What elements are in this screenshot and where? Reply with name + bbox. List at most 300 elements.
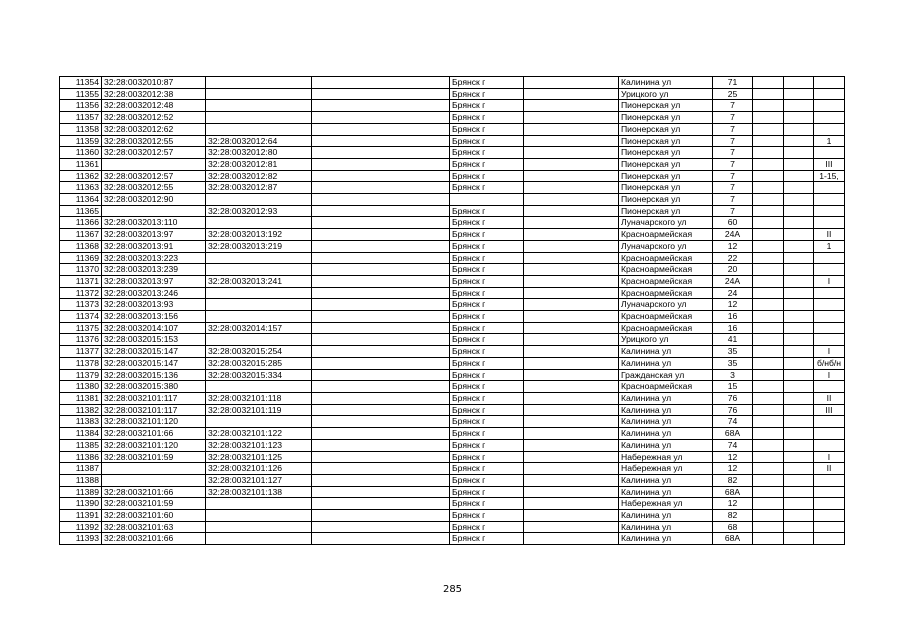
cell-cadastral-number: 32:28:0032015:147 <box>102 346 206 358</box>
cell-empty-col-3 <box>753 88 784 100</box>
cell-empty-col <box>312 205 450 217</box>
cell-house-number: 12 <box>713 463 753 475</box>
cell-related-cadastral-number <box>206 498 312 510</box>
cell-empty-col-2 <box>524 428 619 440</box>
cell-house-number: 24А <box>713 275 753 287</box>
cell-empty-col-4 <box>784 311 814 323</box>
table-row <box>60 486 845 498</box>
cell-empty-col-3 <box>753 170 784 182</box>
cell-row-number: 11370 <box>60 264 102 276</box>
cell-empty-col-4 <box>784 357 814 369</box>
table-row <box>60 392 845 404</box>
cell-related-cadastral-number <box>206 88 312 100</box>
cell-row-number: 11366 <box>60 217 102 229</box>
cell-row-number: 11371 <box>60 275 102 287</box>
table-row <box>60 474 845 486</box>
cell-street: Пионерская ул <box>619 123 713 135</box>
cell-house-number: 24А <box>713 229 753 241</box>
cell-city: Брянск г <box>450 229 524 241</box>
cell-related-cadastral-number <box>206 299 312 311</box>
cell-related-cadastral-number: 32:28:0032101:125 <box>206 451 312 463</box>
cell-house-number: 76 <box>713 392 753 404</box>
table-row <box>60 299 845 311</box>
cell-cadastral-number: 32:28:0032012:55 <box>102 135 206 147</box>
cell-empty-col-2 <box>524 275 619 287</box>
table-row <box>60 334 845 346</box>
cell-empty-col-2 <box>524 392 619 404</box>
cell-empty-col <box>312 416 450 428</box>
cell-empty-col-4 <box>784 205 814 217</box>
cell-house-number: 16 <box>713 311 753 323</box>
cell-street: Пионерская ул <box>619 135 713 147</box>
table-row <box>60 357 845 369</box>
cell-empty-col-3 <box>753 299 784 311</box>
cell-empty-col-4 <box>784 381 814 393</box>
cell-extra: 1 <box>814 240 845 252</box>
cell-city: Брянск г <box>450 392 524 404</box>
table-row <box>60 88 845 100</box>
cell-city: Брянск г <box>450 311 524 323</box>
cell-extra <box>814 498 845 510</box>
table-row <box>60 322 845 334</box>
cell-cadastral-number: 32:28:0032015:136 <box>102 369 206 381</box>
cell-cadastral-number: 32:28:0032012:62 <box>102 123 206 135</box>
cell-street: Красноармейская <box>619 287 713 299</box>
cell-empty-col-4 <box>784 217 814 229</box>
cell-empty-col <box>312 428 450 440</box>
cell-extra: I <box>814 451 845 463</box>
cell-empty-col <box>312 240 450 252</box>
cell-related-cadastral-number <box>206 194 312 206</box>
cell-related-cadastral-number: 32:28:0032012:81 <box>206 158 312 170</box>
cell-city: Брянск г <box>450 357 524 369</box>
cell-city: Брянск г <box>450 381 524 393</box>
cell-empty-col-3 <box>753 381 784 393</box>
cell-extra: I <box>814 369 845 381</box>
cell-empty-col-2 <box>524 498 619 510</box>
table-row <box>60 404 845 416</box>
cell-city: Брянск г <box>450 205 524 217</box>
table-row <box>60 240 845 252</box>
cell-street: Калинина ул <box>619 521 713 533</box>
cell-empty-col-3 <box>753 428 784 440</box>
cell-empty-col-3 <box>753 416 784 428</box>
table-row <box>60 182 845 194</box>
table-row <box>60 264 845 276</box>
table-row <box>60 275 845 287</box>
cell-empty-col-3 <box>753 194 784 206</box>
cell-extra <box>814 100 845 112</box>
cell-empty-col <box>312 170 450 182</box>
cell-empty-col <box>312 182 450 194</box>
cell-empty-col-3 <box>753 404 784 416</box>
cell-empty-col-3 <box>753 217 784 229</box>
cell-row-number: 11357 <box>60 112 102 124</box>
cell-related-cadastral-number <box>206 264 312 276</box>
cell-empty-col-3 <box>753 510 784 522</box>
cell-empty-col-4 <box>784 147 814 159</box>
cell-row-number: 11386 <box>60 451 102 463</box>
cell-cadastral-number: 32:28:0032013:110 <box>102 217 206 229</box>
cell-empty-col-3 <box>753 334 784 346</box>
cell-extra <box>814 194 845 206</box>
cell-related-cadastral-number <box>206 416 312 428</box>
cell-row-number: 11372 <box>60 287 102 299</box>
cell-empty-col <box>312 346 450 358</box>
cell-row-number: 11388 <box>60 474 102 486</box>
cell-house-number: 7 <box>713 194 753 206</box>
cell-city: Брянск г <box>450 439 524 451</box>
cell-empty-col-4 <box>784 498 814 510</box>
cell-street: Калинина ул <box>619 474 713 486</box>
cell-empty-col-3 <box>753 123 784 135</box>
cell-cadastral-number: 32:28:0032101:59 <box>102 498 206 510</box>
cell-empty-col-2 <box>524 252 619 264</box>
cell-house-number: 68А <box>713 428 753 440</box>
cell-row-number: 11377 <box>60 346 102 358</box>
cell-empty-col-4 <box>784 404 814 416</box>
cell-street: Калинина ул <box>619 346 713 358</box>
cell-cadastral-number: 32:28:0032101:59 <box>102 451 206 463</box>
cell-house-number: 7 <box>713 158 753 170</box>
cell-cadastral-number: 32:28:0032012:52 <box>102 112 206 124</box>
cell-empty-col <box>312 486 450 498</box>
page-number: 285 <box>442 584 463 595</box>
cell-city: Брянск г <box>450 275 524 287</box>
cell-house-number: 3 <box>713 369 753 381</box>
cell-extra <box>814 252 845 264</box>
cell-related-cadastral-number: 32:28:0032013:219 <box>206 240 312 252</box>
cell-empty-col <box>312 299 450 311</box>
cell-extra <box>814 334 845 346</box>
cell-extra <box>814 533 845 545</box>
cell-related-cadastral-number: 32:28:0032101:119 <box>206 404 312 416</box>
cell-empty-col-2 <box>524 182 619 194</box>
cell-empty-col-4 <box>784 252 814 264</box>
cell-empty-col <box>312 474 450 486</box>
cell-empty-col-4 <box>784 510 814 522</box>
cell-street: Пионерская ул <box>619 205 713 217</box>
cell-row-number: 11356 <box>60 100 102 112</box>
cell-empty-col-3 <box>753 77 784 89</box>
cell-related-cadastral-number: 32:28:0032012:82 <box>206 170 312 182</box>
cell-street: Гражданская ул <box>619 369 713 381</box>
cell-empty-col-3 <box>753 229 784 241</box>
cell-empty-col-4 <box>784 392 814 404</box>
cell-house-number: 20 <box>713 264 753 276</box>
cell-empty-col-4 <box>784 369 814 381</box>
table-row <box>60 217 845 229</box>
cell-cadastral-number: 32:28:0032012:57 <box>102 170 206 182</box>
cell-empty-col-2 <box>524 299 619 311</box>
cell-row-number: 11387 <box>60 463 102 475</box>
cell-empty-col <box>312 264 450 276</box>
cell-extra <box>814 474 845 486</box>
cell-empty-col-3 <box>753 311 784 323</box>
cell-cadastral-number: 32:28:0032101:66 <box>102 533 206 545</box>
cell-empty-col-3 <box>753 147 784 159</box>
cell-street: Калинина ул <box>619 416 713 428</box>
cell-street: Калинина ул <box>619 510 713 522</box>
cell-empty-col <box>312 521 450 533</box>
cell-empty-col-3 <box>753 100 784 112</box>
cell-related-cadastral-number: 32:28:0032101:118 <box>206 392 312 404</box>
cell-cadastral-number: 32:28:0032010:87 <box>102 77 206 89</box>
cell-empty-col-2 <box>524 474 619 486</box>
cell-related-cadastral-number <box>206 533 312 545</box>
cell-city: Брянск г <box>450 510 524 522</box>
cell-empty-col-2 <box>524 240 619 252</box>
cell-empty-col <box>312 369 450 381</box>
table-row <box>60 311 845 323</box>
cell-empty-col-3 <box>753 521 784 533</box>
cell-empty-col-4 <box>784 182 814 194</box>
cell-empty-col-2 <box>524 135 619 147</box>
cell-house-number: 7 <box>713 100 753 112</box>
cell-row-number: 11374 <box>60 311 102 323</box>
cell-row-number: 11361 <box>60 158 102 170</box>
cell-empty-col-2 <box>524 158 619 170</box>
cell-empty-col-2 <box>524 334 619 346</box>
cell-cadastral-number: 32:28:0032015:153 <box>102 334 206 346</box>
cell-empty-col <box>312 158 450 170</box>
cell-related-cadastral-number <box>206 77 312 89</box>
cell-cadastral-number: 32:28:0032101:60 <box>102 510 206 522</box>
cell-city: Брянск г <box>450 217 524 229</box>
cell-house-number: 7 <box>713 182 753 194</box>
cell-empty-col-3 <box>753 205 784 217</box>
cell-empty-col-3 <box>753 264 784 276</box>
cell-empty-col-3 <box>753 322 784 334</box>
cell-empty-col-4 <box>784 474 814 486</box>
cell-city: Брянск г <box>450 533 524 545</box>
cell-extra: II <box>814 463 845 475</box>
cell-street: Калинина ул <box>619 392 713 404</box>
cell-empty-col-2 <box>524 194 619 206</box>
cell-city: Брянск г <box>450 77 524 89</box>
cell-city: Брянск г <box>450 404 524 416</box>
cell-related-cadastral-number: 32:28:0032015:254 <box>206 346 312 358</box>
cell-cadastral-number <box>102 474 206 486</box>
cell-empty-col-2 <box>524 205 619 217</box>
cell-street: Красноармейская <box>619 311 713 323</box>
cell-empty-col-3 <box>753 439 784 451</box>
cell-empty-col-4 <box>784 275 814 287</box>
cell-related-cadastral-number: 32:28:0032101:126 <box>206 463 312 475</box>
table-row <box>60 428 845 440</box>
cell-related-cadastral-number <box>206 510 312 522</box>
cell-cadastral-number <box>102 463 206 475</box>
cell-empty-col <box>312 112 450 124</box>
cell-house-number: 68А <box>713 533 753 545</box>
cell-city: Брянск г <box>450 428 524 440</box>
cell-cadastral-number: 32:28:0032015:147 <box>102 357 206 369</box>
cell-empty-col <box>312 217 450 229</box>
cell-street: Калинина ул <box>619 404 713 416</box>
cell-extra <box>814 287 845 299</box>
cell-empty-col-4 <box>784 135 814 147</box>
cell-related-cadastral-number: 32:28:0032101:123 <box>206 439 312 451</box>
cell-row-number: 11364 <box>60 194 102 206</box>
cell-city: Брянск г <box>450 346 524 358</box>
cell-empty-col-2 <box>524 322 619 334</box>
cell-empty-col <box>312 451 450 463</box>
cell-row-number: 11378 <box>60 357 102 369</box>
cell-street: Урицкого ул <box>619 334 713 346</box>
table-row <box>60 439 845 451</box>
cell-street: Красноармейская <box>619 381 713 393</box>
cell-empty-col-4 <box>784 123 814 135</box>
cell-empty-col-3 <box>753 112 784 124</box>
cell-cadastral-number: 32:28:0032013:93 <box>102 299 206 311</box>
cell-extra <box>814 147 845 159</box>
cell-cadastral-number: 32:28:0032101:117 <box>102 404 206 416</box>
registry-table <box>59 76 845 545</box>
table-row <box>60 147 845 159</box>
cell-empty-col <box>312 311 450 323</box>
cell-extra <box>814 112 845 124</box>
cell-empty-col <box>312 510 450 522</box>
cell-city: Брянск г <box>450 486 524 498</box>
cell-empty-col-2 <box>524 147 619 159</box>
cell-extra: I <box>814 275 845 287</box>
table-row <box>60 381 845 393</box>
table-row <box>60 135 845 147</box>
cell-empty-col <box>312 194 450 206</box>
cell-empty-col <box>312 404 450 416</box>
cell-cadastral-number: 32:28:0032101:120 <box>102 439 206 451</box>
cell-house-number: 74 <box>713 439 753 451</box>
cell-city: Брянск г <box>450 287 524 299</box>
cell-cadastral-number: 32:28:0032012:55 <box>102 182 206 194</box>
cell-extra <box>814 299 845 311</box>
cell-cadastral-number <box>102 158 206 170</box>
cell-related-cadastral-number: 32:28:0032012:87 <box>206 182 312 194</box>
table-row <box>60 123 845 135</box>
cell-empty-col-2 <box>524 88 619 100</box>
cell-empty-col-4 <box>784 463 814 475</box>
cell-empty-col-4 <box>784 346 814 358</box>
cell-empty-col-2 <box>524 533 619 545</box>
cell-street: Красноармейская <box>619 229 713 241</box>
cell-related-cadastral-number: 32:28:0032101:127 <box>206 474 312 486</box>
cell-street: Пионерская ул <box>619 182 713 194</box>
cell-cadastral-number: 32:28:0032012:90 <box>102 194 206 206</box>
cell-empty-col <box>312 322 450 334</box>
cell-cadastral-number: 32:28:0032101:63 <box>102 521 206 533</box>
cell-empty-col-3 <box>753 369 784 381</box>
cell-row-number: 11385 <box>60 439 102 451</box>
cell-row-number: 11389 <box>60 486 102 498</box>
cell-street: Красноармейская <box>619 252 713 264</box>
cell-empty-col-4 <box>784 533 814 545</box>
cell-row-number: 11367 <box>60 229 102 241</box>
cell-cadastral-number: 32:28:0032013:91 <box>102 240 206 252</box>
cell-empty-col <box>312 135 450 147</box>
cell-cadastral-number: 32:28:0032101:66 <box>102 486 206 498</box>
cell-house-number: 16 <box>713 322 753 334</box>
cell-related-cadastral-number <box>206 252 312 264</box>
cell-empty-col-2 <box>524 404 619 416</box>
cell-empty-col <box>312 439 450 451</box>
table-row <box>60 194 845 206</box>
cell-empty-col <box>312 252 450 264</box>
cell-extra <box>814 264 845 276</box>
cell-row-number: 11373 <box>60 299 102 311</box>
cell-related-cadastral-number: 32:28:0032015:334 <box>206 369 312 381</box>
cell-house-number: 15 <box>713 381 753 393</box>
cell-row-number: 11355 <box>60 88 102 100</box>
cell-cadastral-number: 32:28:0032101:66 <box>102 428 206 440</box>
cell-empty-col-4 <box>784 521 814 533</box>
cell-empty-col <box>312 392 450 404</box>
cell-city: Брянск г <box>450 170 524 182</box>
table-row <box>60 170 845 182</box>
cell-house-number: 12 <box>713 299 753 311</box>
cell-related-cadastral-number: 32:28:0032101:122 <box>206 428 312 440</box>
cell-empty-col-3 <box>753 463 784 475</box>
cell-extra <box>814 416 845 428</box>
cell-row-number: 11354 <box>60 77 102 89</box>
cell-related-cadastral-number: 32:28:0032014:157 <box>206 322 312 334</box>
cell-empty-col-4 <box>784 158 814 170</box>
cell-street: Луначарского ул <box>619 299 713 311</box>
cell-related-cadastral-number: 32:28:0032012:80 <box>206 147 312 159</box>
cell-empty-col-2 <box>524 521 619 533</box>
cell-row-number: 11392 <box>60 521 102 533</box>
cell-related-cadastral-number <box>206 123 312 135</box>
cell-empty-col-3 <box>753 451 784 463</box>
cell-row-number: 11363 <box>60 182 102 194</box>
cell-empty-col-2 <box>524 510 619 522</box>
cell-empty-col <box>312 533 450 545</box>
cell-city: Брянск г <box>450 416 524 428</box>
cell-house-number: 71 <box>713 77 753 89</box>
cell-house-number: 82 <box>713 474 753 486</box>
cell-empty-col <box>312 123 450 135</box>
table-row <box>60 158 845 170</box>
cell-related-cadastral-number: 32:28:0032015:285 <box>206 357 312 369</box>
cell-cadastral-number: 32:28:0032013:97 <box>102 275 206 287</box>
cell-cadastral-number: 32:28:0032013:97 <box>102 229 206 241</box>
table-row <box>60 369 845 381</box>
cell-cadastral-number: 32:28:0032012:48 <box>102 100 206 112</box>
cell-empty-col-4 <box>784 100 814 112</box>
cell-house-number: 35 <box>713 346 753 358</box>
table-row <box>60 287 845 299</box>
cell-empty-col-2 <box>524 486 619 498</box>
cell-row-number: 11362 <box>60 170 102 182</box>
cell-street: Пионерская ул <box>619 170 713 182</box>
cell-extra <box>814 205 845 217</box>
cell-empty-col-2 <box>524 287 619 299</box>
cell-extra <box>814 311 845 323</box>
cell-empty-col-4 <box>784 194 814 206</box>
cell-empty-col-4 <box>784 240 814 252</box>
cell-city: Брянск г <box>450 463 524 475</box>
cell-empty-col-3 <box>753 474 784 486</box>
cell-related-cadastral-number <box>206 112 312 124</box>
cell-street: Пионерская ул <box>619 158 713 170</box>
cell-empty-col-3 <box>753 252 784 264</box>
cell-cadastral-number: 32:28:0032101:120 <box>102 416 206 428</box>
cell-city: Брянск г <box>450 521 524 533</box>
cell-house-number: 22 <box>713 252 753 264</box>
cell-empty-col-3 <box>753 240 784 252</box>
table-row <box>60 346 845 358</box>
cell-empty-col-2 <box>524 439 619 451</box>
cell-city: Брянск г <box>450 240 524 252</box>
